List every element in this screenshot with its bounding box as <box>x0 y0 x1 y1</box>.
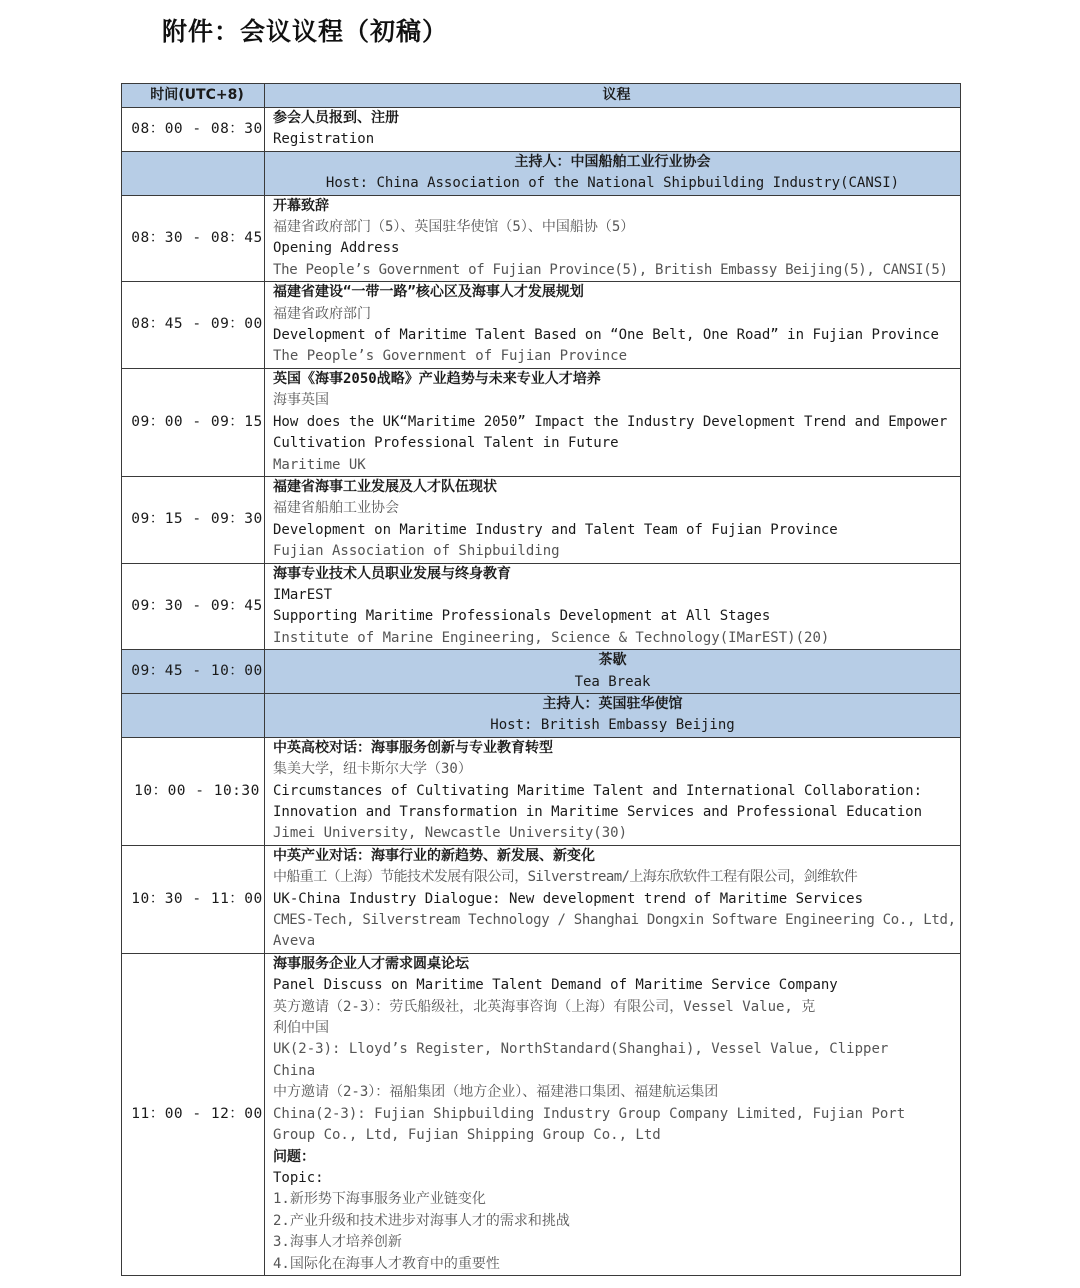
agenda-cell <box>265 108 961 152</box>
item-title-en: Registration <box>273 131 375 148</box>
host-label: 主持人：中国船舶工业行业协会 <box>514 153 711 170</box>
item-speaker-en: The People’s Government of Fujian Province(5), British Embassy Beijing(5), CANSI(5) <box>273 261 948 278</box>
item-title: 英国《海事2050战略》产业趋势与未来专业人才培养 <box>273 370 601 387</box>
item-title: 参会人员报到、注册 <box>273 110 399 126</box>
time-cell: 09：00 - 09：15 <box>122 368 265 476</box>
time-cell: 10：00 - 10:30 <box>122 737 265 845</box>
item-speaker-en: Institute of Marine Engineering, Science & Technology(IMarEST)(20) <box>273 629 830 646</box>
agenda-table <box>121 83 961 1276</box>
item-speaker-en: Jimei University, Newcastle University(30) <box>273 825 628 842</box>
item-speaker: 集美大学，纽卡斯尔大学（30） <box>273 761 472 778</box>
agenda-cell <box>265 195 961 282</box>
time-cell: 08：45 - 09：00 <box>122 282 265 369</box>
time-cell <box>122 151 265 195</box>
panel-cn-invite: 中方邀请（2-3）：福船集团（地方企业）、福建港口集团、福建航运集团 <box>273 1084 719 1101</box>
time-cell: 11：00 - 12：00 <box>122 953 265 1275</box>
item-speaker: 中船重工（上海）节能技术发展有限公司，Silverstream/上海东欣软件工程有限公司，剑维软件 <box>273 869 858 886</box>
topic-item: 4.国际化在海事人才教育中的重要性 <box>273 1255 500 1272</box>
panel-uk-invite-en: UK(2-3): Lloyd’s Register, NorthStandard(Shanghai), Vessel Value, Clipper <box>273 1041 889 1058</box>
header-agenda: 议程 <box>265 84 961 108</box>
panel-uk-invite: 英方邀请（2-3）：劳氏船级社，北英海事咨询（上海）有限公司，Vessel Value, 克 <box>273 998 816 1015</box>
host-label: 主持人：英国驻华使馆 <box>542 695 683 712</box>
time-cell: 09：15 - 09：30 <box>122 476 265 563</box>
table-row <box>122 563 961 650</box>
panel-cn-invite-en: Group Co., Ltd, Fujian Shipping Group Co., Ltd <box>273 1127 661 1144</box>
table-row <box>122 737 961 845</box>
host-row <box>122 151 961 195</box>
item-speaker-en: Maritime UK <box>273 456 366 473</box>
panel-uk-invite-en: China <box>273 1062 316 1079</box>
item-title-en: Innovation and Transformation in Maritime Services and Professional Education <box>273 804 923 820</box>
panel-cn-invite-en: China(2-3): Fujian Shipbuilding Industry Group Company Limited, Fujian Port <box>273 1105 906 1122</box>
break-row <box>122 650 961 694</box>
agenda-cell <box>265 476 961 563</box>
item-speaker-en: The People’s Government of Fujian Province <box>273 348 628 365</box>
item-title-en: How does the UK“Maritime 2050” Impact the Industry Development Trend and Empower <box>273 413 948 430</box>
agenda-cell <box>265 563 961 650</box>
agenda-cell <box>265 845 961 953</box>
item-speaker: 福建省政府部门（5）、英国驻华使馆（5）、中国船协（5） <box>273 219 635 236</box>
item-title-en: Development on Maritime Industry and Talent Team of Fujian Province <box>273 521 838 538</box>
time-cell: 08：00 - 08：30 <box>122 108 265 152</box>
item-speaker-en: Aveva <box>273 933 316 950</box>
header-row <box>122 84 961 108</box>
item-title-en: Opening Address <box>273 240 400 257</box>
item-speaker: 福建省船舶工业协会 <box>273 500 399 517</box>
host-cell <box>265 693 961 737</box>
topic-label-en: Topic: <box>273 1169 324 1186</box>
item-title: 福建省海事工业发展及人才队伍现状 <box>273 478 497 495</box>
topic-item: 3.海事人才培养创新 <box>273 1234 402 1251</box>
item-title-en: UK-China Industry Dialogue: New development trend of Maritime Services <box>273 890 864 907</box>
item-title: 福建省建设“一带一路”核心区及海事人才发展规划 <box>273 284 584 301</box>
table-row <box>122 845 961 953</box>
time-cell: 08：30 - 08：45 <box>122 195 265 282</box>
agenda-cell <box>265 737 961 845</box>
item-title-en: Panel Discuss on Maritime Talent Demand of Maritime Service Company <box>273 977 838 994</box>
table-row <box>122 108 961 152</box>
table-row <box>122 953 961 1275</box>
host-label-en: Host: China Association of the National Shipbuilding Industry(CANSI) <box>325 175 900 192</box>
break-cell <box>265 650 961 694</box>
item-title-en: Supporting Maritime Professionals Development at All Stages <box>273 608 771 625</box>
host-cell <box>265 151 961 195</box>
item-speaker-en: CMES-Tech, Silverstream Technology / Shanghai Dongxin Software Engineering Co., Ltd, <box>273 912 956 929</box>
table-row <box>122 368 961 476</box>
break-label: 茶歇 <box>598 652 627 669</box>
time-cell: 10：30 - 11：00 <box>122 845 265 953</box>
item-title: 海事服务企业人才需求圆桌论坛 <box>273 955 469 972</box>
host-row <box>122 693 961 737</box>
item-title-en: Development of Maritime Talent Based on “One Belt, One Road” in Fujian Province <box>273 327 939 344</box>
agenda-cell <box>265 953 961 1275</box>
topic-item: 2.产业升级和技术进步对海事人才的需求和挑战 <box>273 1212 570 1229</box>
item-title: 开幕致辞 <box>273 197 329 214</box>
table-row <box>122 282 961 369</box>
table-row <box>122 476 961 563</box>
item-speaker: 福建省政府部门 <box>273 305 371 322</box>
topic-item: 1.新形势下海事服务业产业链变化 <box>273 1191 486 1208</box>
time-cell: 09：45 - 10：00 <box>122 650 265 694</box>
item-title-en: Circumstances of Cultivating Maritime Talent and International Collaboration: <box>273 782 923 799</box>
time-cell <box>122 693 265 737</box>
topic-label: 问题： <box>273 1148 315 1165</box>
break-label-en: Tea Break <box>574 673 651 690</box>
item-speaker: 海事英国 <box>273 392 329 409</box>
item-title: 中英高校对话：海事服务创新与专业教育转型 <box>273 739 553 756</box>
header-time: 时间(UTC+8) <box>122 84 265 108</box>
agenda-cell <box>265 368 961 476</box>
host-label-en: Host: British Embassy Beijing <box>490 717 735 734</box>
document-title: 附件：会议议程（初稿） <box>162 17 449 46</box>
item-title: 海事专业技术人员职业发展与终身教育 <box>273 565 511 582</box>
item-title: 中英产业对话：海事行业的新趋势、新发展、新变化 <box>273 847 595 864</box>
item-speaker-en: Fujian Association of Shipbuilding <box>273 543 560 560</box>
panel-uk-invite: 利伯中国 <box>273 1020 329 1037</box>
item-title-en: Cultivation Professional Talent in Future <box>273 435 619 452</box>
item-speaker: IMarEST <box>273 586 333 603</box>
agenda-cell <box>265 282 961 369</box>
table-row <box>122 195 961 282</box>
time-cell: 09：30 - 09：45 <box>122 563 265 650</box>
